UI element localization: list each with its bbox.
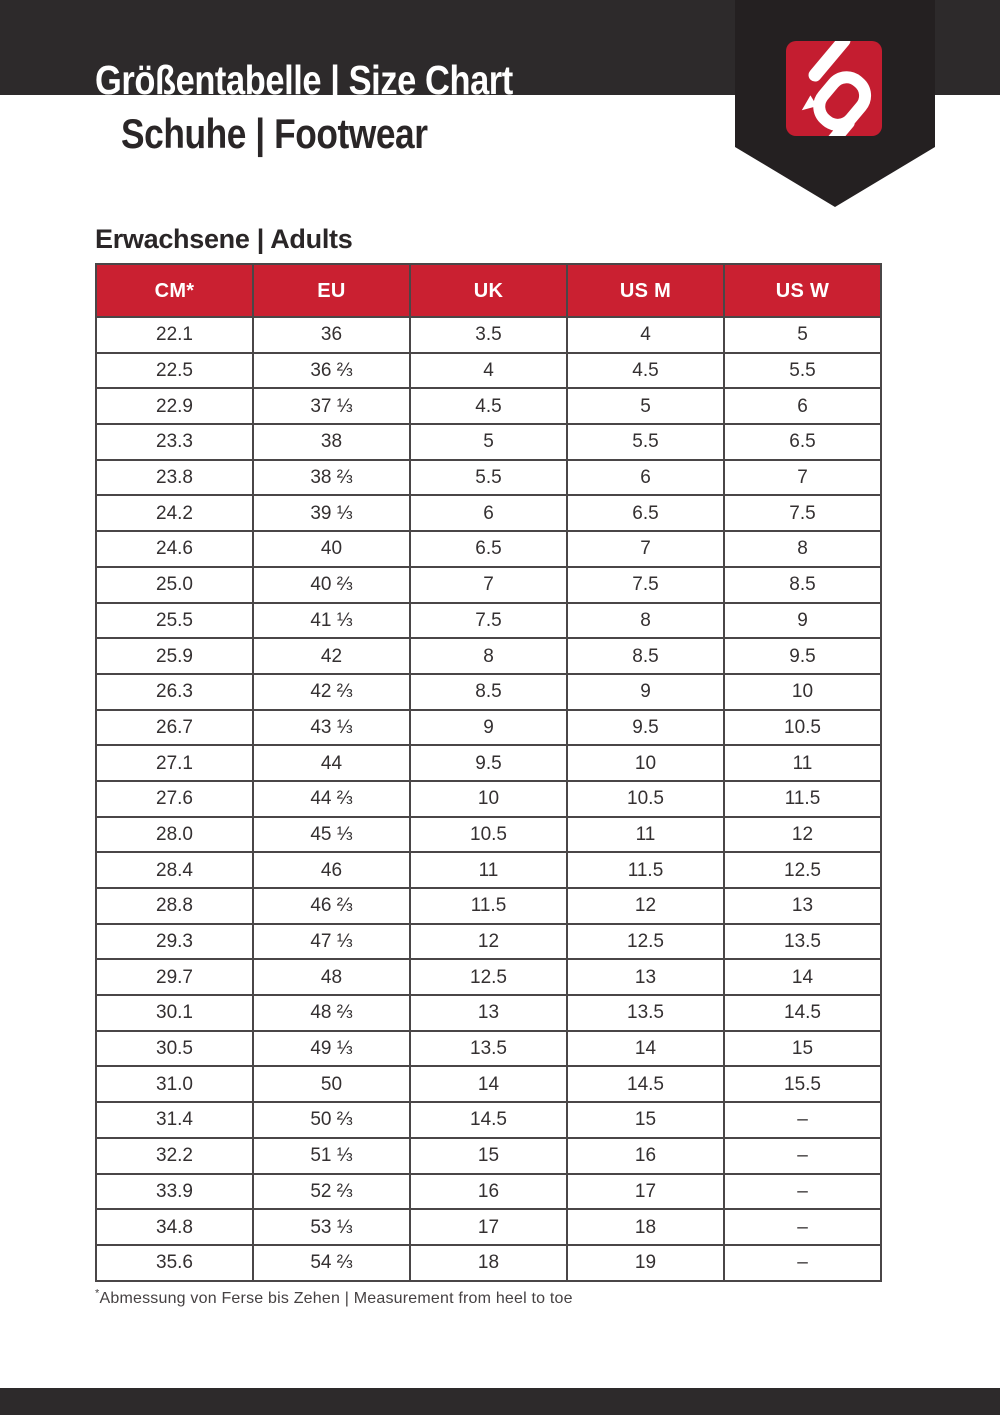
size-cell: 4.5 xyxy=(567,353,724,389)
table-row xyxy=(96,674,881,710)
section-heading: Erwachsene | Adults xyxy=(95,224,353,254)
table-row xyxy=(96,1209,881,1245)
table-header-row xyxy=(96,264,881,317)
size-cell: 49 ⅓ xyxy=(253,1031,410,1067)
size-cell: 8.5 xyxy=(410,674,567,710)
table-row xyxy=(96,495,881,531)
size-cell: 7.5 xyxy=(410,603,567,639)
column-header: CM* xyxy=(96,264,253,317)
size-cell: 12.5 xyxy=(410,959,567,995)
size-cell: 9 xyxy=(410,710,567,746)
size-cell: 38 xyxy=(253,424,410,460)
size-cell: 11.5 xyxy=(410,888,567,924)
size-cell: 28.0 xyxy=(96,817,253,853)
size-cell: 10.5 xyxy=(567,781,724,817)
size-cell: 14.5 xyxy=(410,1102,567,1138)
footnote xyxy=(95,1287,573,1308)
table-row xyxy=(96,388,881,424)
table-row xyxy=(96,603,881,639)
size-cell: 10 xyxy=(724,674,881,710)
size-cell: 7.5 xyxy=(724,495,881,531)
size-cell: 12 xyxy=(567,888,724,924)
size-cell: 16 xyxy=(410,1174,567,1210)
size-cell: 14.5 xyxy=(567,1066,724,1102)
size-cell: 16 xyxy=(567,1138,724,1174)
size-cell: 42 xyxy=(253,638,410,674)
size-cell: 45 ⅓ xyxy=(253,817,410,853)
size-cell: 9 xyxy=(567,674,724,710)
table-row xyxy=(96,638,881,674)
size-cell: 6.5 xyxy=(724,424,881,460)
size-cell: 13 xyxy=(410,995,567,1031)
page-title: Größentabelle | Size Chart xyxy=(95,57,513,103)
size-cell: 39 ⅓ xyxy=(253,495,410,531)
size-cell: 18 xyxy=(410,1245,567,1281)
table-row xyxy=(96,567,881,603)
size-cell: – xyxy=(724,1102,881,1138)
size-cell: 32.2 xyxy=(96,1138,253,1174)
five-ten-logo-icon xyxy=(786,41,882,136)
size-table xyxy=(95,263,882,1282)
size-cell: 6.5 xyxy=(410,531,567,567)
size-cell: 54 ⅔ xyxy=(253,1245,410,1281)
size-cell: 48 xyxy=(253,959,410,995)
size-cell: 36 xyxy=(253,317,410,353)
size-cell: 22.9 xyxy=(96,388,253,424)
size-cell: 22.1 xyxy=(96,317,253,353)
size-cell: 25.5 xyxy=(96,603,253,639)
size-cell: 14 xyxy=(724,959,881,995)
size-cell: 14 xyxy=(410,1066,567,1102)
size-cell: 46 xyxy=(253,852,410,888)
size-cell: 6 xyxy=(567,460,724,496)
table-row xyxy=(96,1102,881,1138)
size-cell: – xyxy=(724,1245,881,1281)
size-cell: 25.9 xyxy=(96,638,253,674)
table-row xyxy=(96,1138,881,1174)
table-row xyxy=(96,781,881,817)
size-cell: 5.5 xyxy=(567,424,724,460)
size-cell: 29.7 xyxy=(96,959,253,995)
column-header: US W xyxy=(724,264,881,317)
size-cell: 51 ⅓ xyxy=(253,1138,410,1174)
size-cell: 17 xyxy=(410,1209,567,1245)
size-cell: 18 xyxy=(567,1209,724,1245)
size-cell: 5 xyxy=(410,424,567,460)
size-cell: 23.3 xyxy=(96,424,253,460)
size-cell: 17 xyxy=(567,1174,724,1210)
table-row xyxy=(96,1031,881,1067)
size-cell: 24.6 xyxy=(96,531,253,567)
size-cell: 10.5 xyxy=(410,817,567,853)
size-cell: 10 xyxy=(410,781,567,817)
size-cell: 12 xyxy=(410,924,567,960)
size-cell: 36 ⅔ xyxy=(253,353,410,389)
size-cell: 11 xyxy=(410,852,567,888)
size-cell: 8.5 xyxy=(567,638,724,674)
size-cell: 25.0 xyxy=(96,567,253,603)
size-cell: 5 xyxy=(724,317,881,353)
table-row xyxy=(96,424,881,460)
size-cell: 7 xyxy=(724,460,881,496)
size-cell: – xyxy=(724,1138,881,1174)
size-cell: 8 xyxy=(724,531,881,567)
size-cell: 6.5 xyxy=(567,495,724,531)
size-cell: 13 xyxy=(724,888,881,924)
size-cell: 28.4 xyxy=(96,852,253,888)
size-cell: 15.5 xyxy=(724,1066,881,1102)
size-cell: 9.5 xyxy=(567,710,724,746)
size-cell: 31.0 xyxy=(96,1066,253,1102)
size-cell: 11 xyxy=(567,817,724,853)
size-cell: 12.5 xyxy=(724,852,881,888)
size-cell: 28.8 xyxy=(96,888,253,924)
size-cell: 43 ⅓ xyxy=(253,710,410,746)
size-cell: 22.5 xyxy=(96,353,253,389)
table-row xyxy=(96,959,881,995)
size-cell: 24.2 xyxy=(96,495,253,531)
footnote-text: Abmessung von Ferse bis Zehen | Measurement from heel to toe xyxy=(99,1290,573,1307)
footer-bar xyxy=(0,1388,1000,1415)
size-cell: 9.5 xyxy=(410,745,567,781)
size-cell: – xyxy=(724,1209,881,1245)
page-subtitle: Schuhe | Footwear xyxy=(121,110,428,157)
size-cell: 30.5 xyxy=(96,1031,253,1067)
size-cell: 34.8 xyxy=(96,1209,253,1245)
size-cell: 6 xyxy=(410,495,567,531)
table-row xyxy=(96,353,881,389)
table-row xyxy=(96,531,881,567)
size-cell: 9 xyxy=(724,603,881,639)
size-cell: 7 xyxy=(410,567,567,603)
size-cell: 35.6 xyxy=(96,1245,253,1281)
size-cell: – xyxy=(724,1174,881,1210)
size-cell: 10 xyxy=(567,745,724,781)
size-cell: 53 ⅓ xyxy=(253,1209,410,1245)
size-cell: 38 ⅔ xyxy=(253,460,410,496)
size-cell: 14 xyxy=(567,1031,724,1067)
size-cell: 10.5 xyxy=(724,710,881,746)
size-cell: 3.5 xyxy=(410,317,567,353)
size-table-body xyxy=(96,317,881,1281)
size-cell: 4.5 xyxy=(410,388,567,424)
size-cell: 26.7 xyxy=(96,710,253,746)
size-cell: 27.1 xyxy=(96,745,253,781)
size-cell: 31.4 xyxy=(96,1102,253,1138)
size-cell: 12 xyxy=(724,817,881,853)
size-cell: 13 xyxy=(567,959,724,995)
column-header: UK xyxy=(410,264,567,317)
size-cell: 11.5 xyxy=(567,852,724,888)
size-cell: 15 xyxy=(724,1031,881,1067)
size-cell: 29.3 xyxy=(96,924,253,960)
table-row xyxy=(96,710,881,746)
size-cell: 7.5 xyxy=(567,567,724,603)
size-cell: 9.5 xyxy=(724,638,881,674)
size-cell: 5.5 xyxy=(410,460,567,496)
size-cell: 50 ⅔ xyxy=(253,1102,410,1138)
size-cell: 27.6 xyxy=(96,781,253,817)
size-cell: 37 ⅓ xyxy=(253,388,410,424)
size-cell: 7 xyxy=(567,531,724,567)
size-cell: 13.5 xyxy=(567,995,724,1031)
size-cell: 4 xyxy=(567,317,724,353)
size-cell: 12.5 xyxy=(567,924,724,960)
size-cell: 15 xyxy=(567,1102,724,1138)
size-cell: 33.9 xyxy=(96,1174,253,1210)
size-cell: 52 ⅔ xyxy=(253,1174,410,1210)
column-header: US M xyxy=(567,264,724,317)
size-cell: 15 xyxy=(410,1138,567,1174)
size-cell: 40 ⅔ xyxy=(253,567,410,603)
size-cell: 13.5 xyxy=(724,924,881,960)
table-row xyxy=(96,317,881,353)
size-cell: 30.1 xyxy=(96,995,253,1031)
size-cell: 11.5 xyxy=(724,781,881,817)
brand-pennant xyxy=(735,0,935,207)
size-cell: 6 xyxy=(724,388,881,424)
size-cell: 4 xyxy=(410,353,567,389)
table-row xyxy=(96,1245,881,1281)
footnote-mark: * xyxy=(95,1287,100,1300)
size-cell: 8 xyxy=(410,638,567,674)
table-row xyxy=(96,745,881,781)
size-cell: 23.8 xyxy=(96,460,253,496)
size-cell: 48 ⅔ xyxy=(253,995,410,1031)
table-row xyxy=(96,995,881,1031)
size-cell: 46 ⅔ xyxy=(253,888,410,924)
size-cell: 19 xyxy=(567,1245,724,1281)
size-cell: 8 xyxy=(567,603,724,639)
size-cell: 14.5 xyxy=(724,995,881,1031)
size-cell: 44 xyxy=(253,745,410,781)
size-cell: 5 xyxy=(567,388,724,424)
size-cell: 40 xyxy=(253,531,410,567)
size-cell: 47 ⅓ xyxy=(253,924,410,960)
table-row xyxy=(96,852,881,888)
size-cell: 41 ⅓ xyxy=(253,603,410,639)
size-cell: 44 ⅔ xyxy=(253,781,410,817)
table-row xyxy=(96,817,881,853)
size-cell: 26.3 xyxy=(96,674,253,710)
size-cell: 13.5 xyxy=(410,1031,567,1067)
size-cell: 50 xyxy=(253,1066,410,1102)
table-row xyxy=(96,924,881,960)
table-row xyxy=(96,1066,881,1102)
table-row xyxy=(96,888,881,924)
table-row xyxy=(96,460,881,496)
size-cell: 8.5 xyxy=(724,567,881,603)
size-cell: 42 ⅔ xyxy=(253,674,410,710)
size-cell: 5.5 xyxy=(724,353,881,389)
table-row xyxy=(96,1174,881,1210)
column-header: EU xyxy=(253,264,410,317)
size-cell: 11 xyxy=(724,745,881,781)
